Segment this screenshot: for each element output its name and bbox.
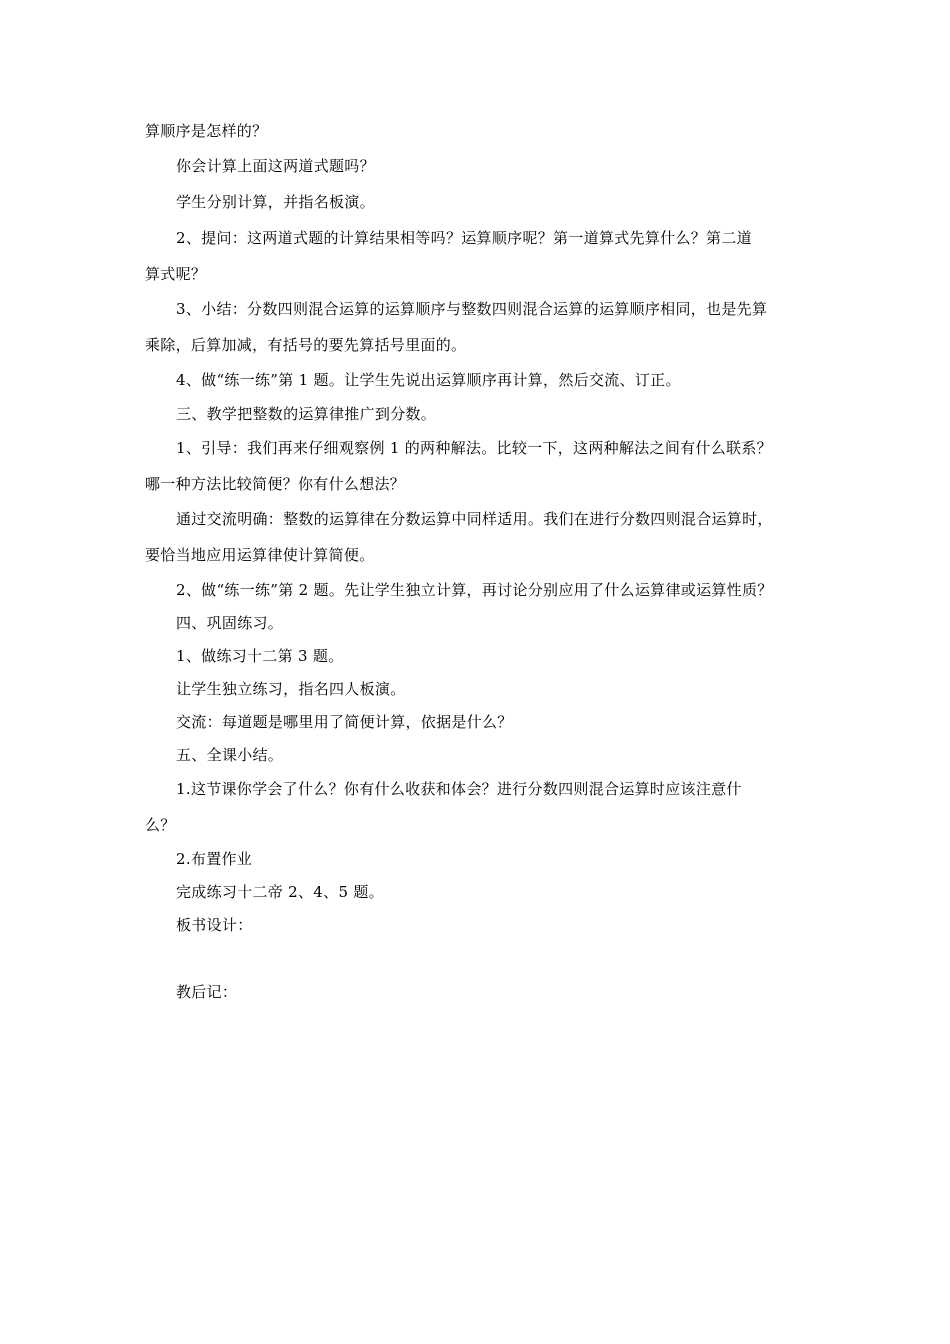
section-heading: 五、全课小结。 — [176, 746, 284, 764]
text-line: 交流：每道题是哪里用了简便计算，依据是什么？ — [176, 713, 513, 731]
text-line: 乘除，后算加减，有括号的要先算括号里面的。 — [145, 336, 467, 354]
text-line: 哪一种方法比较简便？你有什么想法？ — [145, 475, 406, 493]
text-line: 算式呢？ — [145, 265, 207, 283]
text-line: 3、小结：分数四则混合运算的运算顺序与整数四则混合运算的运算顺序相同，也是先算 — [176, 300, 768, 318]
text-line: 2.布置作业 — [176, 850, 253, 868]
text-line: 4、做“练一练”第 1 题。让学生先说出运算顺序再计算，然后交流、订正。 — [176, 371, 681, 389]
text-line: 让学生独立练习，指名四人板演。 — [176, 680, 406, 698]
text-line: 学生分别计算，并指名板演。 — [176, 193, 375, 211]
section-heading: 三、教学把整数的运算律推广到分数。 — [176, 405, 437, 423]
text-line: 1、引导：我们再来仔细观察例 1 的两种解法。比较一下，这两种解法之间有什么联系？ — [176, 439, 772, 457]
text-line: 要恰当地应用运算律使计算简便。 — [145, 546, 375, 564]
text-line: 1、做练习十二第 3 题。 — [176, 647, 344, 665]
text-line: 板书设计： — [176, 916, 253, 934]
text-line: 通过交流明确：整数的运算律在分数运算中同样适用。我们在进行分数四则混合运算时， — [176, 510, 773, 528]
text-line: 教后记： — [176, 983, 238, 1001]
text-line: 你会计算上面这两道式题吗？ — [176, 157, 375, 175]
text-line: 算顺序是怎样的？ — [145, 122, 268, 140]
section-heading: 四、巩固练习。 — [176, 614, 284, 632]
text-line: 完成练习十二帝 2、4、5 题。 — [176, 883, 384, 901]
text-line: 2、做“练一练”第 2 题。先让学生独立计算，再讨论分别应用了什么运算律或运算性质？ — [176, 581, 773, 599]
text-line: 2、提问：这两道式题的计算结果相等吗？运算顺序呢？第一道算式先算什么？第二道 — [176, 229, 752, 247]
text-line: 1.这节课你学会了什么？你有什么收获和体会？进行分数四则混合运算时应该注意什 — [176, 780, 742, 798]
text-line: 么？ — [145, 816, 176, 834]
